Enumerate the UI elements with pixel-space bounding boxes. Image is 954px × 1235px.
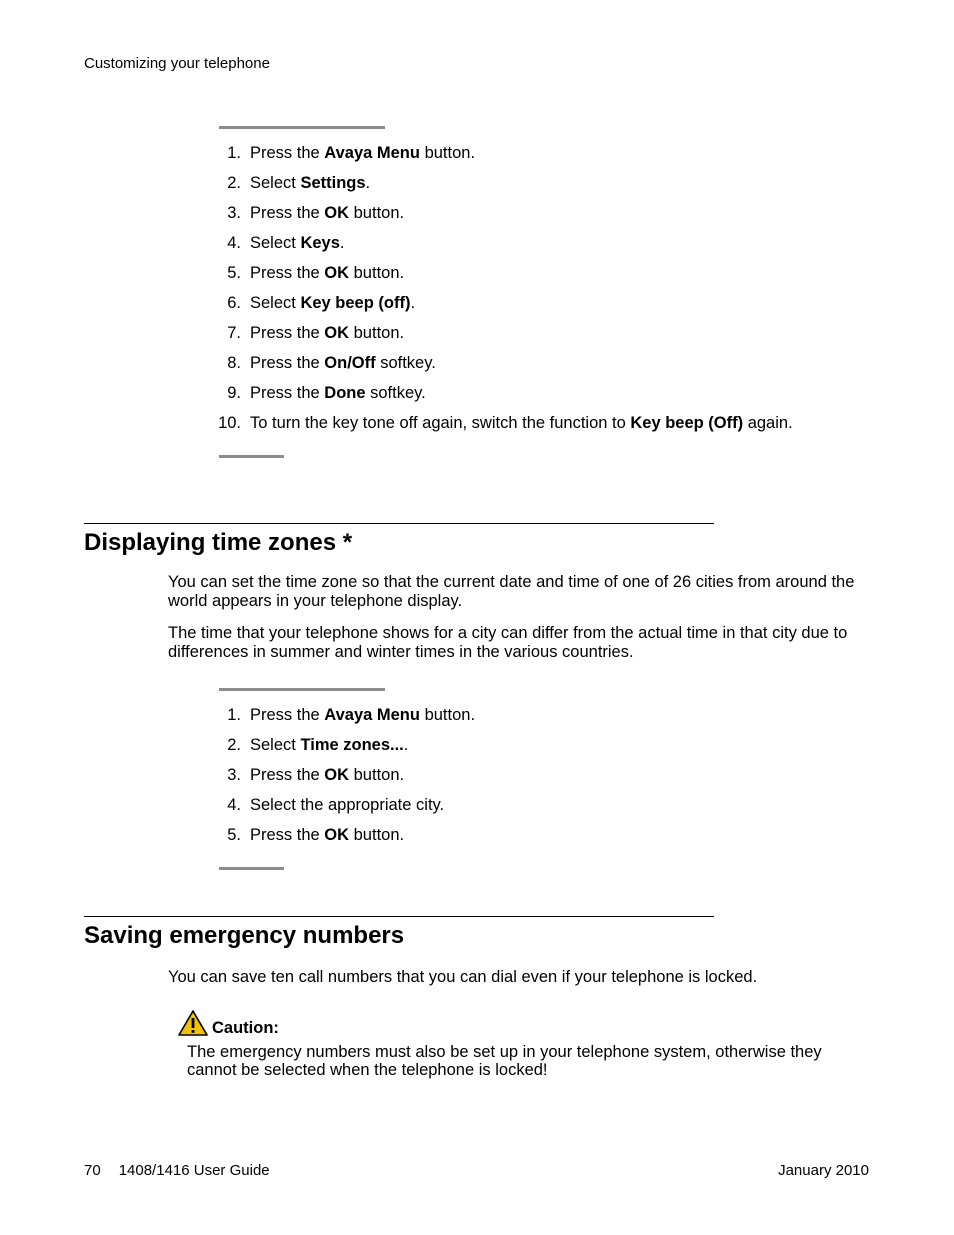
section-heading-emergency-numbers: Saving emergency numbers xyxy=(84,922,405,949)
step-number: 3. xyxy=(227,766,241,784)
step-text: Press the OK button. xyxy=(250,264,405,282)
step-number: 5. xyxy=(227,826,241,844)
step-item xyxy=(168,173,868,203)
step-number: 8. xyxy=(227,354,241,372)
step-number: 10. xyxy=(218,414,241,432)
paragraph: You can set the time zone so that the current date and time of one of 26 cities from around the world appears in your telephone display. xyxy=(168,573,855,610)
paragraph: The time that your telephone shows for a city can differ from the actual time in that city due to differences in summer and winter times in the various countries. xyxy=(168,624,848,661)
running-header: Customizing your telephone xyxy=(84,55,270,72)
step-emphasis: Keys xyxy=(300,234,340,252)
step-emphasis: OK xyxy=(324,766,350,784)
step-item xyxy=(168,825,868,855)
step-text: Press the OK button. xyxy=(250,766,405,784)
step-number: 4. xyxy=(227,234,241,252)
step-item xyxy=(168,413,868,443)
step-item xyxy=(168,795,868,825)
footer-date: January 2010 xyxy=(778,1162,869,1179)
footer-left xyxy=(84,1162,270,1179)
warning-triangle-icon xyxy=(178,1010,208,1036)
step-number: 1. xyxy=(227,144,241,162)
procedure-start-bar xyxy=(219,126,385,129)
step-text: Select the appropriate city. xyxy=(250,796,445,814)
step-text: Press the Done softkey. xyxy=(250,384,426,402)
step-item xyxy=(168,765,868,795)
step-item xyxy=(168,353,868,383)
step-text: Select Keys. xyxy=(250,234,345,252)
step-emphasis: OK xyxy=(324,324,350,342)
step-item xyxy=(168,143,868,173)
step-emphasis: Avaya Menu xyxy=(324,706,420,724)
step-text: Select Key beep (off). xyxy=(250,294,416,312)
step-text: Press the OK button. xyxy=(250,204,405,222)
step-emphasis: Done xyxy=(324,384,366,402)
step-number: 5. xyxy=(227,264,241,282)
section-heading-time-zones: Displaying time zones * xyxy=(84,529,353,556)
caution-text: The emergency numbers must also be set up in your telephone system, otherwise they cannot be selected when the telephone is locked! xyxy=(187,1043,822,1079)
step-item xyxy=(168,383,868,413)
procedure-steps-time-zones xyxy=(168,705,868,855)
step-text: Press the Avaya Menu button. xyxy=(250,144,476,162)
step-item xyxy=(168,705,868,735)
step-item xyxy=(168,263,868,293)
step-text: Press the On/Off softkey. xyxy=(250,354,436,372)
step-emphasis: On/Off xyxy=(324,354,376,372)
step-number: 7. xyxy=(227,324,241,342)
step-number: 2. xyxy=(227,736,241,754)
procedure-end-bar xyxy=(219,455,284,458)
step-number: 2. xyxy=(227,174,241,192)
step-text: Select Settings. xyxy=(250,174,371,192)
caution-label: Caution: xyxy=(212,1019,279,1037)
step-emphasis: Key beep (Off) xyxy=(630,414,744,432)
step-text: Press the Avaya Menu button. xyxy=(250,706,476,724)
step-text: Select Time zones.... xyxy=(250,736,409,754)
step-emphasis: OK xyxy=(324,264,350,282)
step-emphasis: OK xyxy=(324,826,350,844)
doc-title: 1408/1416 User Guide xyxy=(118,1162,270,1179)
step-text: To turn the key tone off again, switch the function to Key beep (Off) again. xyxy=(250,414,793,432)
procedure-end-bar xyxy=(219,867,284,870)
step-emphasis: Time zones... xyxy=(300,736,404,754)
section-rule xyxy=(84,916,714,917)
step-number: 9. xyxy=(227,384,241,402)
step-item xyxy=(168,203,868,233)
step-item xyxy=(168,323,868,353)
step-emphasis: OK xyxy=(324,204,350,222)
step-text: Press the OK button. xyxy=(250,324,405,342)
paragraph: You can save ten call numbers that you can dial even if your telephone is locked. xyxy=(168,968,758,986)
step-number: 4. xyxy=(227,796,241,814)
step-emphasis: Key beep (off) xyxy=(300,294,411,312)
section-rule xyxy=(84,523,714,524)
procedure-steps-key-beep xyxy=(168,143,868,443)
step-text: Press the OK button. xyxy=(250,826,405,844)
step-item xyxy=(168,233,868,263)
procedure-start-bar xyxy=(219,688,385,691)
step-item xyxy=(168,735,868,765)
step-emphasis: Settings xyxy=(300,174,366,192)
page-number: 70 xyxy=(84,1162,101,1179)
step-emphasis: Avaya Menu xyxy=(324,144,420,162)
step-number: 3. xyxy=(227,204,241,222)
step-item xyxy=(168,293,868,323)
step-number: 1. xyxy=(227,706,241,724)
step-number: 6. xyxy=(227,294,241,312)
